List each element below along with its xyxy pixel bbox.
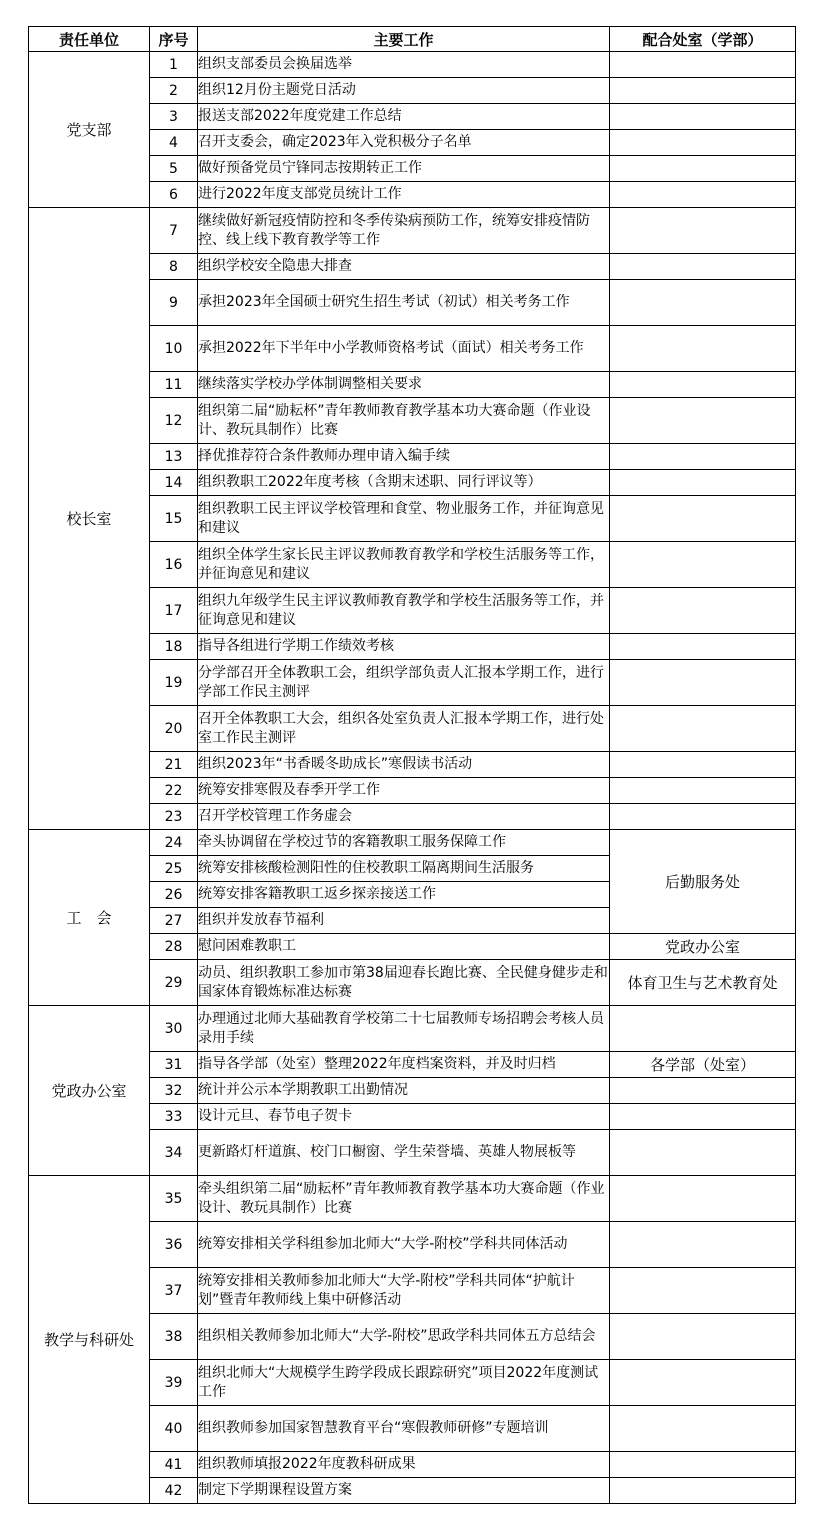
row-number: 2	[150, 78, 198, 104]
row-number: 4	[150, 130, 198, 156]
coop-cell	[610, 372, 796, 398]
row-number: 8	[150, 254, 198, 280]
task-cell: 指导各学部（处室）整理2022年度档案资料，并及时归档	[198, 1052, 610, 1078]
row-number: 25	[150, 856, 198, 882]
row-number: 29	[150, 960, 198, 1006]
task-cell: 组织相关教师参加北师大“大学-附校”思政学科共同体五方总结会	[198, 1314, 610, 1360]
row-number: 37	[150, 1268, 198, 1314]
row-number: 33	[150, 1104, 198, 1130]
row-number: 34	[150, 1130, 198, 1176]
row-number: 11	[150, 372, 198, 398]
coop-cell-pe-arts: 体育卫生与艺术教育处	[610, 960, 796, 1006]
table-row	[29, 1006, 796, 1052]
task-cell: 统筹安排相关教师参加北师大“大学-附校”学科共同体“护航计划”暨青年教师线上集中研修活动	[198, 1268, 610, 1314]
unit-cell: 党支部	[29, 52, 150, 208]
task-cell: 组织北师大“大规模学生跨学段成长跟踪研究”项目2022年度测试工作	[198, 1360, 610, 1406]
task-cell: 组织全体学生家长民主评议教师教育教学和学校生活服务等工作，并征询意见和建议	[198, 542, 610, 588]
row-number: 21	[150, 752, 198, 778]
coop-cell	[610, 496, 796, 542]
coop-cell	[610, 778, 796, 804]
task-cell: 组织九年级学生民主评议教师教育教学和学校生活服务等工作，并征询意见和建议	[198, 588, 610, 634]
row-number: 10	[150, 326, 198, 372]
task-cell: 进行2022年度支部党员统计工作	[198, 182, 610, 208]
task-cell: 统筹安排相关学科组参加北师大“大学-附校”学科共同体活动	[198, 1222, 610, 1268]
header-unit: 责任单位	[29, 27, 150, 52]
task-cell: 召开全体教职工大会，组织各处室负责人汇报本学期工作，进行处室工作民主测评	[198, 706, 610, 752]
row-number: 19	[150, 660, 198, 706]
coop-cell	[610, 1406, 796, 1452]
task-cell: 召开学校管理工作务虚会	[198, 804, 610, 830]
table-row	[29, 52, 796, 78]
coop-cell	[610, 1130, 796, 1176]
table-row	[29, 208, 796, 254]
row-number: 28	[150, 934, 198, 960]
task-cell: 办理通过北师大基础教育学校第二十七届教师专场招聘会考核人员录用手续	[198, 1006, 610, 1052]
coop-cell	[610, 280, 796, 326]
row-number: 12	[150, 398, 198, 444]
coop-cell	[610, 52, 796, 78]
row-number: 36	[150, 1222, 198, 1268]
coop-cell	[610, 1078, 796, 1104]
task-cell: 组织12月份主题党日活动	[198, 78, 610, 104]
table-row	[29, 830, 796, 856]
coop-cell	[610, 1360, 796, 1406]
coop-cell	[610, 1176, 796, 1222]
coop-cell-logistics: 后勤服务处	[610, 830, 796, 934]
task-cell: 组织教师参加国家智慧教育平台“寒假教师研修”专题培训	[198, 1406, 610, 1452]
header-row	[29, 27, 796, 52]
coop-cell	[610, 706, 796, 752]
row-number: 41	[150, 1452, 198, 1478]
work-plan-table	[28, 26, 796, 1504]
coop-cell	[610, 398, 796, 444]
task-cell: 组织第二届“励耘杯”青年教师教育教学基本功大赛命题（作业设计、教玩具制作）比赛	[198, 398, 610, 444]
header-task: 主要工作	[198, 27, 610, 52]
row-number: 31	[150, 1052, 198, 1078]
row-number: 15	[150, 496, 198, 542]
coop-cell	[610, 752, 796, 778]
unit-cell: 工 会	[29, 830, 150, 1006]
task-cell: 组织并发放春节福利	[198, 908, 610, 934]
task-cell: 统筹安排寒假及春季开学工作	[198, 778, 610, 804]
coop-cell	[610, 634, 796, 660]
coop-cell	[610, 660, 796, 706]
row-number: 30	[150, 1006, 198, 1052]
coop-cell	[610, 1268, 796, 1314]
header-num: 序号	[150, 27, 198, 52]
task-cell: 更新路灯杆道旗、校门口橱窗、学生荣誉墙、英雄人物展板等	[198, 1130, 610, 1176]
row-number: 1	[150, 52, 198, 78]
coop-cell	[610, 470, 796, 496]
row-number: 16	[150, 542, 198, 588]
coop-cell	[610, 326, 796, 372]
coop-cell	[610, 254, 796, 280]
coop-cell	[610, 542, 796, 588]
task-cell: 组织2023年“书香暖冬助成长”寒假读书活动	[198, 752, 610, 778]
task-cell: 召开支委会，确定2023年入党积极分子名单	[198, 130, 610, 156]
task-cell: 择优推荐符合条件教师办理申请入编手续	[198, 444, 610, 470]
row-number: 13	[150, 444, 198, 470]
row-number: 40	[150, 1406, 198, 1452]
unit-cell: 党政办公室	[29, 1006, 150, 1176]
row-number: 20	[150, 706, 198, 752]
task-cell: 慰问困难教职工	[198, 934, 610, 960]
coop-cell	[610, 156, 796, 182]
row-number: 14	[150, 470, 198, 496]
row-number: 35	[150, 1176, 198, 1222]
row-number: 27	[150, 908, 198, 934]
task-cell: 统筹安排核酸检测阳性的住校教职工隔离期间生活服务	[198, 856, 610, 882]
coop-cell-divisions: 各学部（处室）	[610, 1052, 796, 1078]
task-cell: 做好预备党员宁锋同志按期转正工作	[198, 156, 610, 182]
task-cell: 统筹安排客籍教职工返乡探亲接送工作	[198, 882, 610, 908]
coop-cell	[610, 804, 796, 830]
coop-cell	[610, 130, 796, 156]
task-cell: 统计并公示本学期教职工出勤情况	[198, 1078, 610, 1104]
task-cell: 设计元旦、春节电子贺卡	[198, 1104, 610, 1130]
row-number: 7	[150, 208, 198, 254]
row-number: 22	[150, 778, 198, 804]
row-number: 32	[150, 1078, 198, 1104]
coop-cell	[610, 444, 796, 470]
row-number: 42	[150, 1478, 198, 1504]
coop-cell	[610, 1452, 796, 1478]
coop-cell	[610, 1314, 796, 1360]
header-coop: 配合处室（学部）	[610, 27, 796, 52]
row-number: 9	[150, 280, 198, 326]
coop-cell	[610, 78, 796, 104]
row-number: 17	[150, 588, 198, 634]
unit-cell: 校长室	[29, 208, 150, 830]
coop-cell	[610, 208, 796, 254]
row-number: 26	[150, 882, 198, 908]
row-number: 23	[150, 804, 198, 830]
row-number: 39	[150, 1360, 198, 1406]
row-number: 5	[150, 156, 198, 182]
task-cell: 组织教职工民主评议学校管理和食堂、物业服务工作，并征询意见和建议	[198, 496, 610, 542]
coop-cell-party-office: 党政办公室	[610, 934, 796, 960]
task-cell: 组织学校安全隐患大排查	[198, 254, 610, 280]
row-number: 3	[150, 104, 198, 130]
task-cell: 牵头组织第二届“励耘杯”青年教师教育教学基本功大赛命题（作业设计、教玩具制作）比赛	[198, 1176, 610, 1222]
row-number: 38	[150, 1314, 198, 1360]
row-number: 6	[150, 182, 198, 208]
task-cell: 制定下学期课程设置方案	[198, 1478, 610, 1504]
task-cell: 报送支部2022年度党建工作总结	[198, 104, 610, 130]
task-cell: 动员、组织教职工参加市第38届迎春长跑比赛、全民健身健步走和国家体育锻炼标准达标赛	[198, 960, 610, 1006]
row-number: 24	[150, 830, 198, 856]
task-cell: 承担2023年全国硕士研究生招生考试（初试）相关考务工作	[198, 280, 610, 326]
task-cell: 组织教职工2022年度考核（含期末述职、同行评议等）	[198, 470, 610, 496]
coop-cell	[610, 588, 796, 634]
task-cell: 分学部召开全体教职工会，组织学部负责人汇报本学期工作，进行学部工作民主测评	[198, 660, 610, 706]
task-cell: 继续落实学校办学体制调整相关要求	[198, 372, 610, 398]
task-cell: 承担2022年下半年中小学教师资格考试（面试）相关考务工作	[198, 326, 610, 372]
task-cell: 牵头协调留在学校过节的客籍教职工服务保障工作	[198, 830, 610, 856]
coop-cell	[610, 1222, 796, 1268]
coop-cell	[610, 1006, 796, 1052]
coop-cell	[610, 1478, 796, 1504]
coop-cell	[610, 104, 796, 130]
task-cell: 继续做好新冠疫情防控和冬季传染病预防工作，统筹安排疫情防控、线上线下教育教学等工作	[198, 208, 610, 254]
task-cell: 组织支部委员会换届选举	[198, 52, 610, 78]
task-cell: 组织教师填报2022年度教科研成果	[198, 1452, 610, 1478]
coop-cell	[610, 1104, 796, 1130]
table-row	[29, 1176, 796, 1222]
task-cell: 指导各组进行学期工作绩效考核	[198, 634, 610, 660]
row-number: 18	[150, 634, 198, 660]
coop-cell	[610, 182, 796, 208]
unit-cell: 教学与科研处	[29, 1176, 150, 1504]
